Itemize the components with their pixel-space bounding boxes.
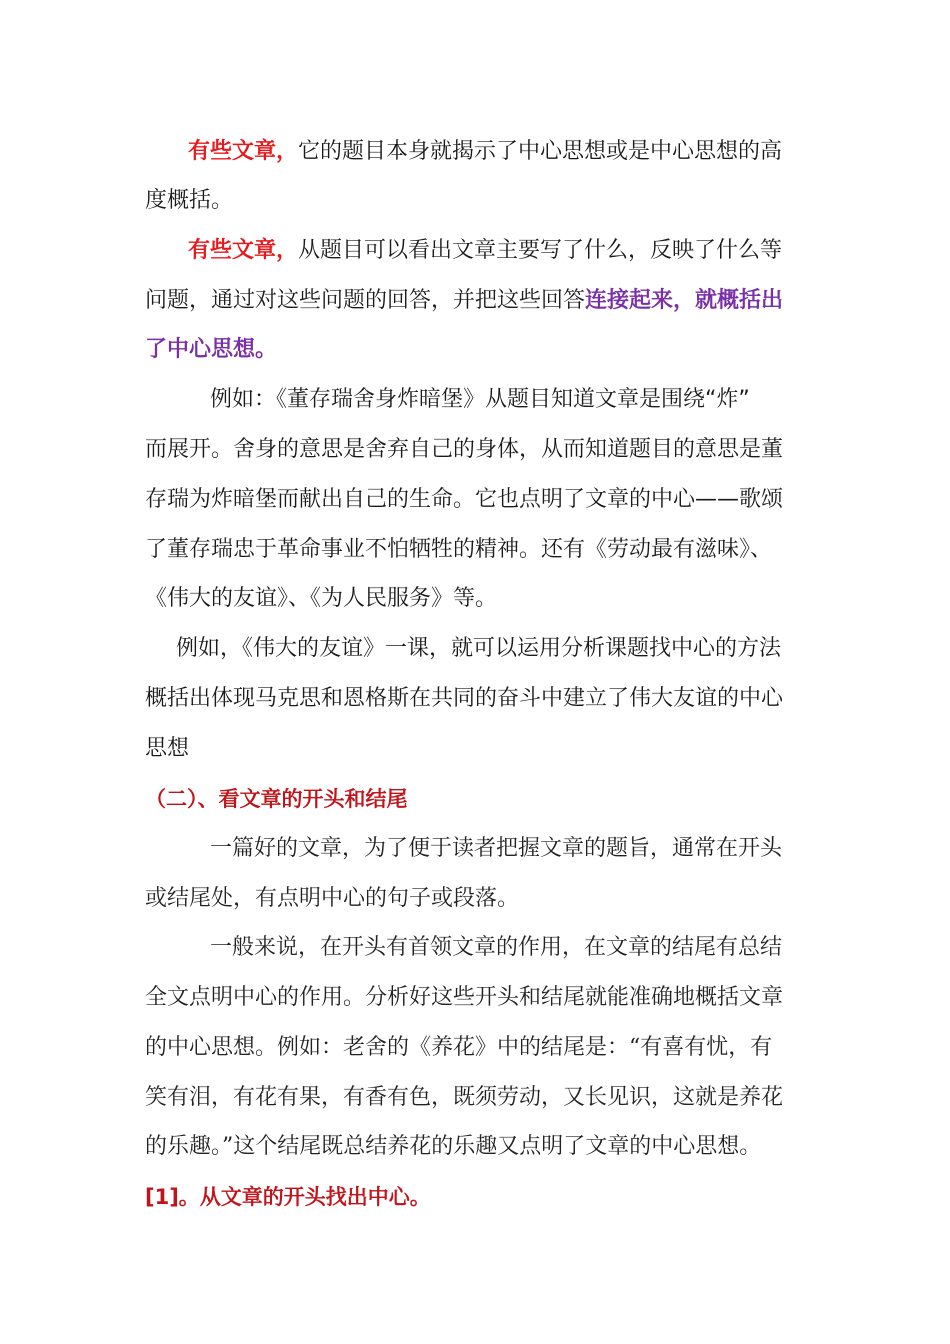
para1-line2: 度概括。 — [145, 188, 234, 213]
para4-line2: 概括出体现马克思和恩格斯在共同的奋斗中建立了伟大友谊的中心 — [145, 686, 784, 711]
para3-line4: 了董存瑞忠于革命事业不怕牺牲的精神。还有《劳动最有滋味》、 — [145, 537, 773, 562]
subheading: [1]。从文章的开头找出中心。 — [145, 1185, 431, 1209]
para2-line2-emphasis: 连接起来，就概括出 — [585, 288, 784, 313]
para2-line2-plain: 问题，通过对这些问题的回答，并把这些回答 — [145, 288, 586, 313]
para6-line1: 一般来说，在开头有首领文章的作用，在文章的结尾有总结 — [210, 935, 783, 960]
para6-line4: 笑有泪，有花有果，有香有色，既须劳动，又长见识，这就是养花 — [145, 1085, 784, 1110]
para6-line3: 的中心思想。例如：老舍的《养花》中的结尾是：“有喜有忧，有 — [145, 1035, 773, 1060]
para1-line1 — [188, 137, 828, 167]
para6-line5: 的乐趣。”这个结尾既总结养花的乐趣又点明了文章的中心思想。 — [145, 1134, 762, 1159]
para2-line3: 了中心思想。 — [145, 337, 278, 362]
para2-line2 — [145, 286, 825, 316]
para3-line1: 例如：《董存瑞舍身炸暗堡》从题目知道文章是围绕“炸” — [210, 387, 750, 412]
para4-line1: 例如，《伟大的友谊》一课，就可以运用分析课题找中心的方法 — [176, 636, 782, 661]
para1-highlight: 有些文章， — [188, 139, 299, 164]
para3-line2: 而展开。舍身的意思是舍弃自己的身体，从而知道题目的意思是董 — [145, 437, 784, 462]
para2-text: 从题目可以看出文章主要写了什么，反映了什么等 — [298, 238, 783, 263]
section-heading: （二）、看文章的开头和结尾 — [145, 787, 408, 811]
para3-line3: 存瑞为炸暗堡而献出自己的生命。它也点明了文章的中心——歌颂 — [145, 487, 784, 512]
para5-line1: 一篇好的文章，为了便于读者把握文章的题旨，通常在开头 — [210, 836, 783, 861]
para1-text: 它的题目本身就揭示了中心思想或是中心思想的高 — [298, 139, 783, 164]
para2-highlight: 有些文章， — [188, 238, 299, 263]
para2-line1 — [188, 236, 828, 266]
para3-line5: 《伟大的友谊》、《为人民服务》等。 — [145, 586, 498, 611]
para6-line2: 全文点明中心的作用。分析好这些开头和结尾就能准确地概括文章 — [145, 985, 784, 1010]
para5-line2: 或结尾处，有点明中心的句子或段落。 — [145, 886, 520, 911]
para4-line3: 思想 — [145, 736, 190, 761]
